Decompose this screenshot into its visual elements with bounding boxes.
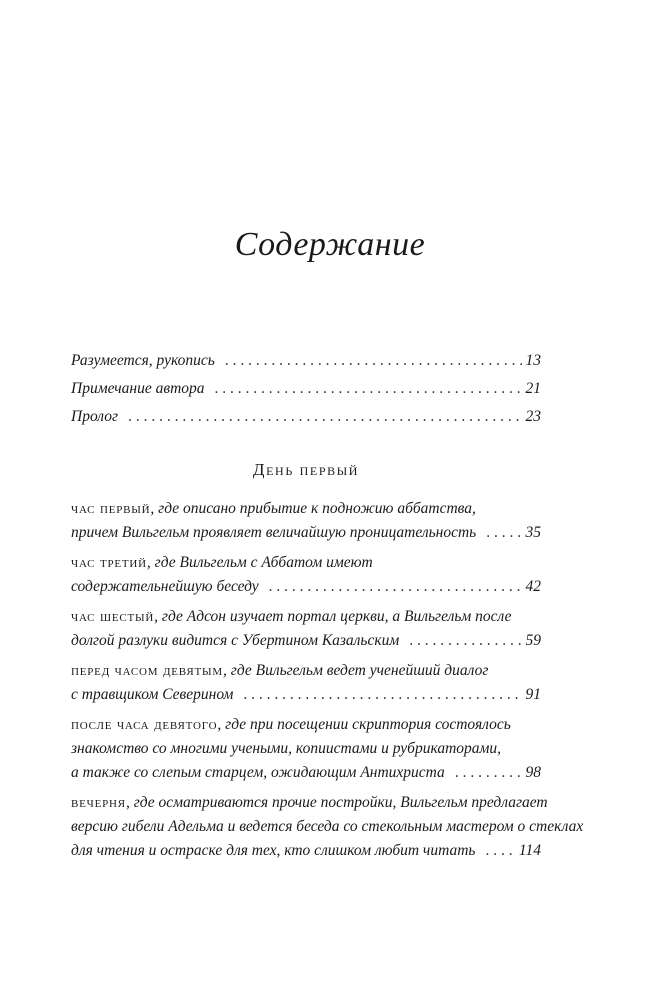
toc-entry[interactable] bbox=[71, 716, 541, 788]
toc-page-number: 98 bbox=[525, 764, 541, 781]
dot-leader bbox=[128, 408, 521, 426]
toc-entry[interactable] bbox=[71, 554, 541, 602]
toc-entry-text: , где описано прибытие к подножию аббатства, bbox=[150, 500, 476, 517]
toc-entry-line bbox=[71, 842, 541, 866]
toc-entry-line bbox=[71, 608, 541, 632]
toc-entry-text: с травщиком Северином bbox=[71, 686, 234, 703]
toc-entry[interactable] bbox=[71, 662, 541, 710]
dot-leader bbox=[409, 632, 521, 650]
toc-entry-line bbox=[71, 686, 541, 710]
toc-entry-text: , где Адсон изучает портал церкви, а Вильгельм после bbox=[154, 608, 512, 625]
toc-entry-text: , где при посещении скриптория состоялось bbox=[217, 716, 511, 733]
toc-entry-line bbox=[71, 500, 541, 524]
toc-entry-title: Разумеется, рукопись bbox=[71, 352, 215, 369]
toc-entry-lead: вечерня bbox=[71, 794, 126, 811]
toc-entry-line bbox=[71, 524, 541, 548]
toc-entry-text: версию гибели Адельма и ведется беседа со стекольным мастером о стеклах bbox=[71, 818, 584, 835]
section-heading: День первый bbox=[252, 460, 360, 479]
toc-entry-line bbox=[71, 740, 541, 764]
toc-entry-text: знакомство со многими учеными, копиистами и рубрикаторами, bbox=[71, 740, 502, 757]
toc-entry-line bbox=[71, 662, 541, 686]
toc-entry[interactable] bbox=[71, 380, 541, 408]
toc-page-number: 114 bbox=[518, 842, 541, 859]
toc-entry-lead: после часа девятого bbox=[71, 716, 218, 733]
dot-leader bbox=[225, 352, 522, 370]
toc-page-number: 13 bbox=[525, 352, 541, 369]
toc-entry-text: содержательнейшую беседу bbox=[71, 578, 259, 595]
dot-leader bbox=[269, 578, 522, 596]
toc-entry-text: причем Вильгельм проявляет величайшую проницательность bbox=[71, 524, 477, 541]
toc-entry-line bbox=[71, 764, 541, 788]
toc-entry-title: Пролог bbox=[71, 408, 119, 425]
toc-entry-line bbox=[71, 554, 541, 578]
table-of-contents bbox=[71, 352, 584, 872]
toc-entry-lead: перед часом девятым bbox=[71, 662, 224, 679]
toc-page-number: 21 bbox=[525, 380, 541, 397]
toc-entry-lead: час первый bbox=[71, 500, 151, 517]
toc-entry-line bbox=[71, 716, 541, 740]
toc-entry-title: Примечание автора bbox=[71, 380, 205, 397]
toc-entry-line bbox=[71, 632, 541, 656]
toc-entry[interactable] bbox=[71, 794, 584, 866]
page-title: Содержание bbox=[234, 226, 426, 263]
toc-entry-line bbox=[71, 794, 548, 818]
toc-entry-line bbox=[71, 818, 584, 842]
toc-entry-text: , где Вильгельм с Аббатом имеют bbox=[146, 554, 373, 571]
toc-page-number: 91 bbox=[525, 686, 541, 703]
toc-page-number: 59 bbox=[525, 632, 541, 649]
toc-entry-lead: час третий bbox=[71, 554, 147, 571]
dot-leader bbox=[215, 380, 522, 398]
toc-entry[interactable] bbox=[71, 408, 541, 436]
toc-entry-text: а также со слепым старцем, ожидающим Антихриста bbox=[71, 764, 445, 781]
toc-entry-line bbox=[71, 578, 541, 602]
toc-entry-text: долгой разлуки видится с Убертином Казальским bbox=[71, 632, 400, 649]
toc-entry-text: для чтения и остраске для тех, кто слишком любит читать bbox=[71, 842, 476, 859]
toc-entry-text: , где осматриваются прочие постройки, Вильгельм предлагает bbox=[125, 794, 548, 811]
toc-entry-lead: час шестый bbox=[71, 608, 155, 625]
dot-leader bbox=[243, 686, 521, 704]
toc-entry-text: , где Вильгельм ведет ученейший диалог bbox=[223, 662, 489, 679]
toc-page-number: 23 bbox=[525, 408, 541, 425]
dot-leader bbox=[486, 524, 521, 542]
toc-page-number: 35 bbox=[525, 524, 541, 541]
dot-leader bbox=[485, 842, 514, 860]
toc-entry[interactable] bbox=[71, 352, 541, 380]
front-matter-list bbox=[71, 352, 541, 436]
toc-page-number: 42 bbox=[525, 578, 541, 595]
toc-entry[interactable] bbox=[71, 608, 541, 656]
dot-leader bbox=[455, 764, 522, 782]
toc-entry[interactable] bbox=[71, 500, 541, 548]
